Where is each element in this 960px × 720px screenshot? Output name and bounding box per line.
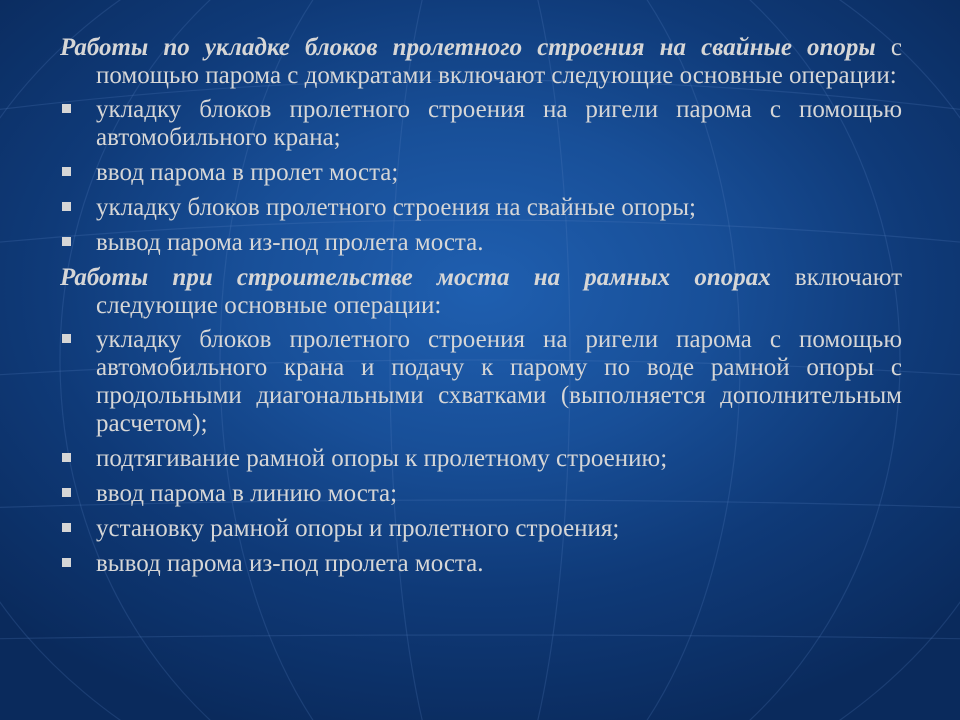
list-item-text: укладку блоков пролетного строения на свайные опоры;	[96, 194, 696, 221]
list-item-text: ввод парома в пролет моста;	[96, 159, 399, 186]
list-item	[60, 229, 902, 257]
square-bullet-icon	[62, 334, 71, 343]
list-item	[60, 445, 902, 473]
section-1-intro	[60, 34, 902, 90]
square-bullet-icon	[62, 558, 71, 567]
square-bullet-icon	[62, 453, 71, 462]
section-1-intro-emphasis: Работы по укладке блоков пролетного строения на свайные опоры	[60, 34, 876, 61]
list-item-text: укладку блоков пролетного строения на ригели парома с помощью автомобильного крана и подачу к парому по воде рамной опоры с продольными диагональными схватками (выполняется дополнительным расчетом);	[96, 326, 902, 437]
slide-content	[60, 34, 902, 585]
list-item	[60, 326, 902, 438]
section-2-intro-rest: включают следующие основные операции:	[96, 264, 903, 319]
section-1-intro-rest: с помощью парома с домкратами включают следующие основные операции:	[96, 34, 902, 89]
list-item-text: установку рамной опоры и пролетного строения;	[96, 515, 620, 542]
list-item	[60, 515, 902, 543]
list-item-text: ввод парома в линию моста;	[96, 480, 398, 507]
list-item-text: вывод парома из-под пролета моста.	[96, 550, 484, 577]
list-item	[60, 480, 902, 508]
list-item-text: укладку блоков пролетного строения на ригели парома с помощью автомобильного крана;	[96, 96, 902, 151]
square-bullet-icon	[62, 202, 71, 211]
list-item-text: вывод парома из-под пролета моста.	[96, 229, 484, 256]
list-item	[60, 96, 902, 152]
square-bullet-icon	[62, 523, 71, 532]
square-bullet-icon	[62, 488, 71, 497]
section-2-intro	[60, 264, 902, 320]
list-item	[60, 159, 902, 187]
square-bullet-icon	[62, 167, 71, 176]
list-item	[60, 194, 902, 222]
section-2-intro-emphasis: Работы при строительстве моста на рамных опорах	[60, 264, 771, 291]
list-item-text: подтягивание рамной опоры к пролетному строению;	[96, 445, 668, 472]
list-item	[60, 550, 902, 578]
square-bullet-icon	[62, 104, 71, 113]
square-bullet-icon	[62, 237, 71, 246]
